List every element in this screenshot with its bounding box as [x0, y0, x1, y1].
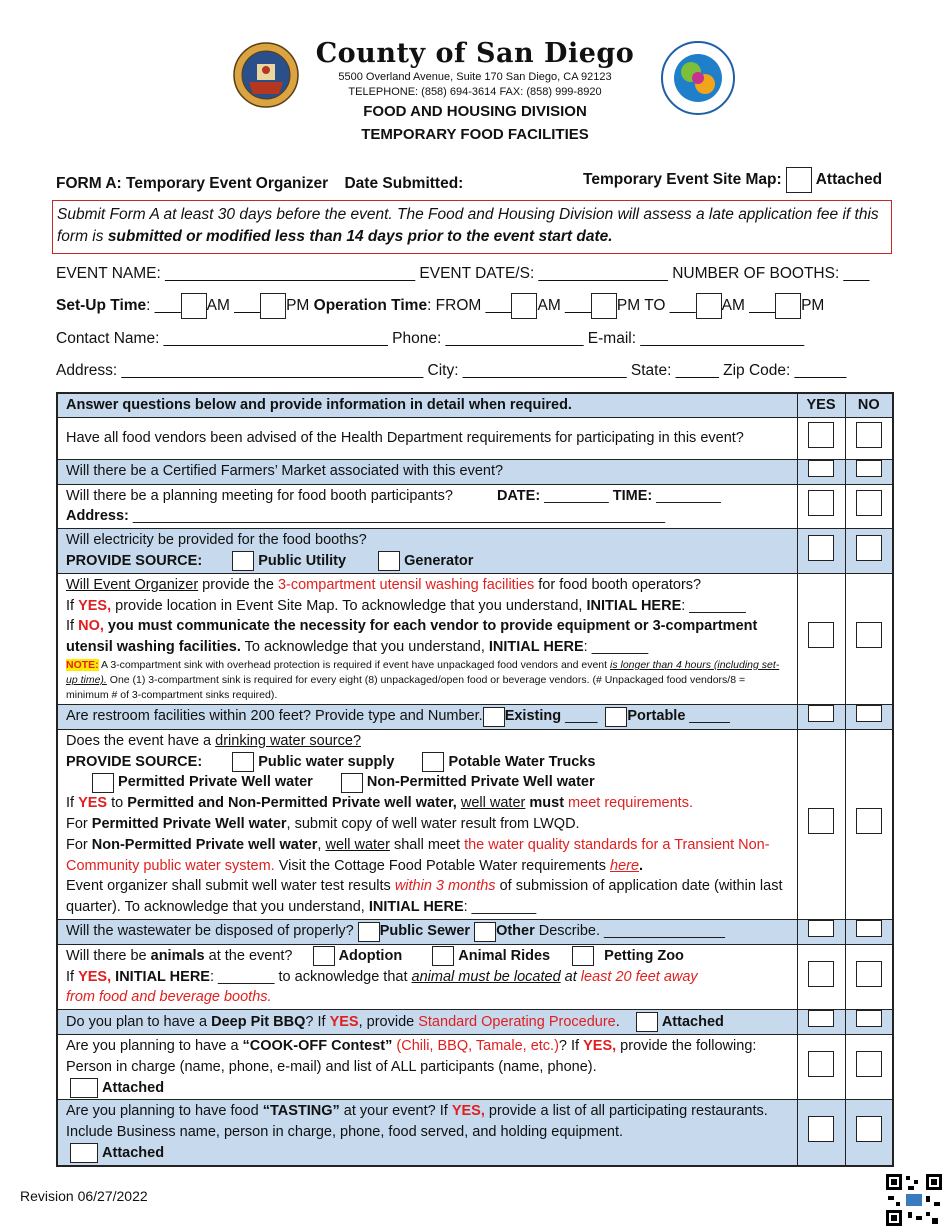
public-sewer-checkbox[interactable] [358, 922, 380, 942]
no-checkbox[interactable] [856, 920, 882, 937]
yes-header: YES [797, 393, 845, 417]
yes-checkbox[interactable] [808, 1116, 834, 1142]
zip-field[interactable]: Zip Code: ______ [723, 362, 847, 379]
yes-checkbox[interactable] [808, 705, 834, 722]
submission-notice: Submit Form A at least 30 days before the event. The Food and Housing Division will assess a late application fee if this form is submitted or modified less than 14 days prior to the event start date. [52, 200, 892, 254]
no-checkbox[interactable] [856, 1051, 882, 1077]
question-farmers-market: Will there be a Certified Farmers’ Market associated with this event? [57, 459, 797, 484]
county-address: 5500 Overland Avenue, Suite 170 San Diego, CA 92123 [338, 71, 612, 83]
state-field[interactable]: State: _____ [630, 362, 719, 379]
contact-name-field[interactable]: Contact Name: __________________________ [56, 330, 388, 347]
no-checkbox[interactable] [856, 422, 882, 448]
setup-time-label: Set-Up Time [56, 297, 147, 315]
generator-checkbox[interactable] [378, 551, 400, 571]
booths-field[interactable]: NUMBER OF BOOTHS: ___ [672, 265, 870, 282]
county-title: County of San Diego [315, 38, 635, 69]
yes-checkbox[interactable] [808, 490, 834, 516]
question-row [57, 459, 893, 484]
no-checkbox[interactable] [856, 622, 882, 648]
yes-checkbox[interactable] [808, 1010, 834, 1027]
petting-zoo-checkbox[interactable] [572, 946, 594, 966]
contact-row [56, 329, 804, 349]
question-restroom: Are restroom facilities within 200 feet? Provide type and Number. Existing ____ Portable _____ [57, 704, 797, 729]
question-cook-off: Are you planning to have a “COOK-OFF Contest” (Chili, BBQ, Tamale, etc.)? If YES, provide the following: Person in charge (name, phone, e-mail) and list of ALL participants (name, phone). Attached [57, 1034, 797, 1099]
question-drinking-water: Does the event have a drinking water source? PROVIDE SOURCE: Public water supply Potable Water Trucks Permitted Private Well water Non-Permitted Private Well water If YES to Permitted and Non-Permitted Private well water, well water must meet requirements. For Permitted Private Well water, submit copy of well water result from LWQD. For Non-Permitted Private well water, well water shall meet the water quality standards for a Transient Non-Community public water system. Visit the Cottage Food Potable Water requirements here. Event organizer shall submit well water test results within 3 months of submission of application date (within last quarter). To acknowledge that you understand, INITIAL HERE: ________ [57, 729, 797, 919]
question-row [57, 1010, 893, 1035]
op-to-am-checkbox[interactable] [696, 293, 722, 319]
portable-checkbox[interactable] [605, 707, 627, 727]
date-submitted-label: Date Submitted: [344, 175, 464, 192]
no-checkbox[interactable] [856, 1010, 882, 1027]
op-from-pm-checkbox[interactable] [591, 293, 617, 319]
event-name-field[interactable]: EVENT NAME: _____________________________ [56, 265, 416, 282]
yes-checkbox[interactable] [808, 422, 834, 448]
no-checkbox[interactable] [856, 961, 882, 987]
permitted-well-checkbox[interactable] [92, 773, 114, 793]
potable-trucks-checkbox[interactable] [422, 752, 444, 772]
no-checkbox[interactable] [856, 808, 882, 834]
tasting-attached-checkbox[interactable] [70, 1143, 98, 1163]
event-row [56, 264, 869, 284]
table-header: Answer questions below and provide information in detail when required. [57, 393, 797, 417]
site-map-label: Temporary Event Site Map: [583, 171, 782, 189]
question-row [57, 1034, 893, 1099]
other-checkbox[interactable] [474, 922, 496, 942]
phone-field[interactable]: Phone: ________________ [392, 330, 584, 347]
table-header-row [57, 393, 893, 417]
cook-off-attached-checkbox[interactable] [70, 1078, 98, 1098]
event-dates-field[interactable]: EVENT DATE/S: _______________ [419, 265, 668, 282]
non-permitted-well-checkbox[interactable] [341, 773, 363, 793]
time-row: Set-Up Time: ___ AM ___ PM Operation Time: FROM ___ AM ___ PM TO ___ AM ___ PM [56, 293, 824, 319]
address-field[interactable]: Address: ___________________________________ [56, 362, 424, 379]
question-row [57, 529, 893, 574]
no-checkbox[interactable] [856, 460, 882, 477]
public-utility-checkbox[interactable] [232, 551, 254, 571]
yes-checkbox[interactable] [808, 1051, 834, 1077]
no-checkbox[interactable] [856, 535, 882, 561]
question-row [57, 919, 893, 944]
adoption-checkbox[interactable] [313, 946, 335, 966]
form-title: FORM A: Temporary Event Organizer [56, 175, 329, 192]
yes-checkbox[interactable] [808, 808, 834, 834]
question-row [57, 944, 893, 1009]
yes-checkbox[interactable] [808, 961, 834, 987]
yes-checkbox[interactable] [808, 920, 834, 937]
setup-pm-checkbox[interactable] [260, 293, 286, 319]
no-checkbox[interactable] [856, 1116, 882, 1142]
no-header: NO [845, 393, 893, 417]
question-planning-meeting: Will there be a planning meeting for food booth participants? DATE: ________ TIME: ________ Address: __________________________________________________________________ [57, 484, 797, 529]
question-wastewater: Will the wastewater be disposed of properly? Public Sewer Other Describe. _______________ [57, 919, 797, 944]
question-electricity: Will electricity be provided for the food booths? PROVIDE SOURCE: Public Utility Generator [57, 529, 797, 574]
question-utensil-washing: Will Event Organizer provide the 3-compartment utensil washing facilities for food booth operators? If YES, provide location in Event Site Map. To acknowledge that you understand, INITIAL HERE: _______ If NO, you must communicate the necessity for each vendor to provide equipment or 3-compartment utensil washing facilities. To acknowledge that you understand, INITIAL HERE: _______ NOTE: A 3-compartment sink with overhead protection is required if event have unpackaged food vendors and event is longer than 4 hours (including set-up time). One (1) 3-compartment sink is required for every eight (8) unpackaged/open food or beverage vendors. (# Unpackaged food vendors/8 = minimum # of 3-compartment sinks required). [57, 573, 797, 704]
site-map-attached-label: Attached [815, 171, 883, 189]
yes-checkbox[interactable] [808, 460, 834, 477]
city-field[interactable]: City: ___________________ [427, 362, 627, 379]
question-row [57, 417, 893, 459]
op-from-am-checkbox[interactable] [511, 293, 537, 319]
qr-code-icon [886, 1174, 942, 1226]
bbq-attached-checkbox[interactable] [636, 1012, 658, 1032]
address-row [56, 361, 846, 381]
division-title: FOOD AND HOUSING DIVISION [363, 103, 587, 120]
question-vendors: Have all food vendors been advised of the Health Department requirements for participating in this event? [57, 417, 797, 459]
no-checkbox[interactable] [856, 490, 882, 516]
existing-checkbox[interactable] [483, 707, 505, 727]
animal-rides-checkbox[interactable] [432, 946, 454, 966]
cottage-food-link[interactable]: here [610, 857, 640, 874]
site-map-attached-checkbox[interactable] [786, 167, 812, 193]
county-phone: TELEPHONE: (858) 694-3614 FAX: (858) 999-8920 [348, 86, 602, 98]
setup-am-checkbox[interactable] [181, 293, 207, 319]
no-checkbox[interactable] [856, 705, 882, 722]
questions-table [56, 392, 894, 1167]
environmental-health-logo [660, 38, 736, 118]
revision-label: Revision 06/27/2022 [20, 1188, 148, 1204]
email-field[interactable]: E-mail: ___________________ [587, 330, 805, 347]
question-row [57, 484, 893, 529]
question-row [57, 1100, 893, 1166]
question-row [57, 704, 893, 729]
question-row [57, 729, 893, 919]
question-deep-pit-bbq: Do you plan to have a Deep Pit BBQ? If YES, provide Standard Operating Procedure. Attached [57, 1010, 797, 1035]
question-row [57, 573, 893, 704]
yes-checkbox[interactable] [808, 622, 834, 648]
operation-time-label: Operation Time [313, 297, 428, 315]
question-animals: Will there be animals at the event? Adoption Animal Rides Petting Zoo If YES, INITIAL HERE: _______ to acknowledge that animal must be located at least 20 feet away from food and beverage booths. [57, 944, 797, 1009]
yes-checkbox[interactable] [808, 535, 834, 561]
op-to-pm-checkbox[interactable] [775, 293, 801, 319]
public-water-checkbox[interactable] [232, 752, 254, 772]
division-subtitle: TEMPORARY FOOD FACILITIES [361, 126, 589, 143]
question-tasting: Are you planning to have food “TASTING” at your event? If YES, provide a list of all participating restaurants. Include Business name, person in charge, phone, food served, and holding equipment. Attached [57, 1100, 797, 1166]
